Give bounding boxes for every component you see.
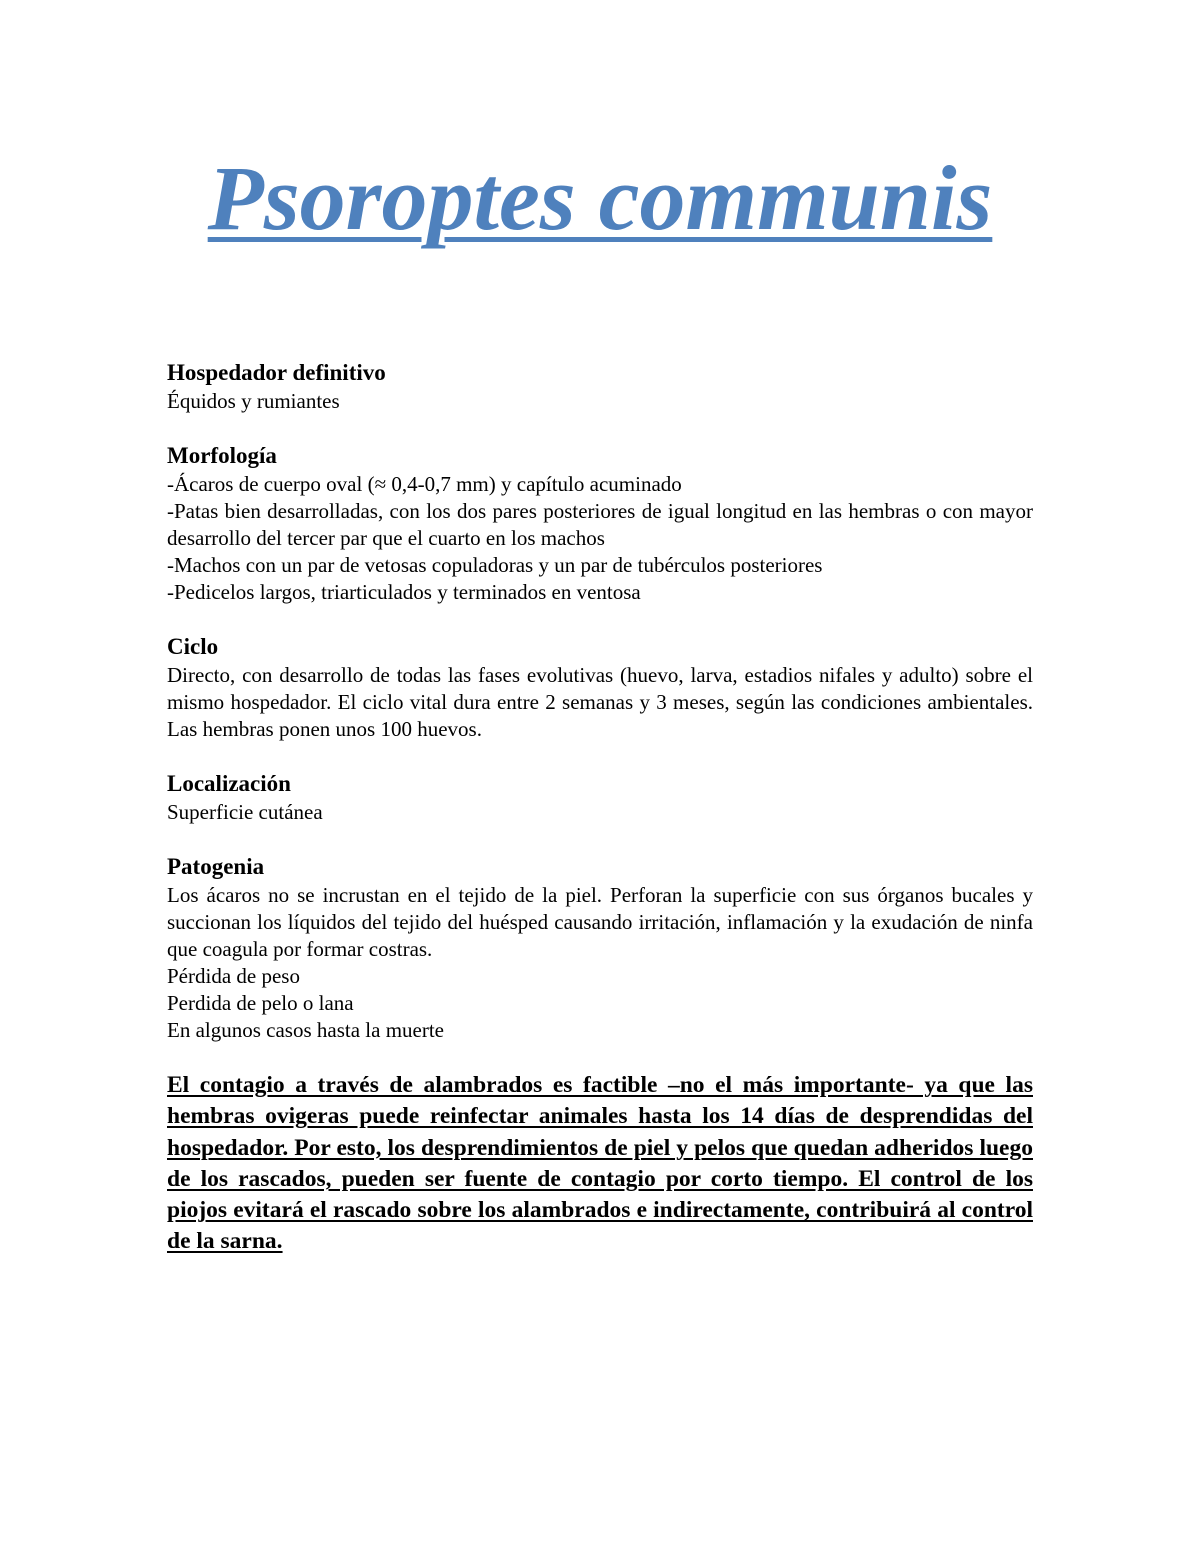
morphology-item: -Pedicelos largos, triarticulados y terminados en ventosa [167, 580, 641, 604]
section-host [167, 358, 1033, 415]
host-text: Équidos y rumiantes [167, 389, 340, 413]
cycle-text: Directo, con desarrollo de todas las fases evolutivas (huevo, larva, estadios nifales y adulto) sobre el mismo hospedador. El ciclo vital dura entre 2 semanas y 3 meses, según las condiciones ambientales. Las hembras ponen unos 100 huevos. [167, 663, 1033, 741]
section-location [167, 769, 1033, 826]
document-body [167, 358, 1033, 1281]
morphology-item: -Ácaros de cuerpo oval (≈ 0,4-0,7 mm) y capítulo acuminado [167, 472, 682, 496]
section-heading-location: Localización [167, 771, 291, 796]
section-heading-cycle: Ciclo [167, 634, 219, 659]
section-heading-host: Hospedador definitivo [167, 360, 386, 385]
section-heading-morphology: Morfología [167, 443, 277, 468]
morphology-item: -Patas bien desarrolladas, con los dos pares posteriores de igual longitud en las hembras o con mayor desarrollo del tercer par que el cuarto en los machos [167, 499, 1033, 550]
section-heading-pathogeny: Patogenia [167, 854, 265, 879]
pathogeny-text: Los ácaros no se incrustan en el tejido de la piel. Perforan la superficie con sus órganos bucales y succionan los líquidos del tejido del huésped causando irritación, inflamación y la exudación de ninfa que coagula por formar costras. [167, 883, 1033, 961]
morphology-item: -Machos con un par de vetosas copuladoras y un par de tubérculos posteriores [167, 553, 823, 577]
location-text: Superficie cutánea [167, 800, 323, 824]
section-pathogeny [167, 852, 1033, 1044]
contagion-note: El contagio a través de alambrados es factible –no el más importante- ya que las hembras ovigeras puede reinfectar animales hasta los 14 días de desprendidas del hospedador. Por esto, los desprendimientos de piel y pelos que quedan adheridos luego de los rascados, pueden ser fuente de contagio por corto tiempo. El control de los piojos evitará el rascado sobre los alambrados e indirectamente, contribuirá al control de la sarna. [167, 1072, 1033, 1255]
section-morphology [167, 441, 1033, 606]
document-title: Psoroptes communis [207, 147, 993, 249]
pathogeny-effect: Perdida de pelo o lana [167, 991, 354, 1015]
pathogeny-effect: En algunos casos hasta la muerte [167, 1018, 444, 1042]
section-cycle [167, 632, 1033, 743]
pathogeny-effect: Pérdida de peso [167, 964, 300, 988]
